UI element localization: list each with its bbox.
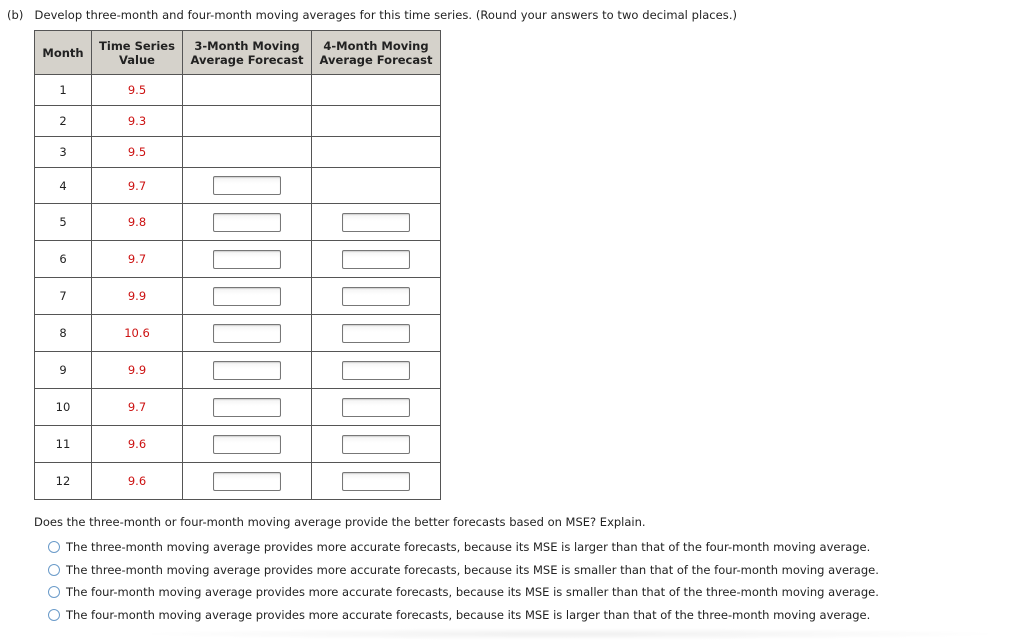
- table-row: [35, 389, 441, 426]
- four-month-forecast-cell: [312, 278, 441, 315]
- answer-option-label: The four-month moving average provides more accurate forecasts, because its MSE is smaller than that of the three-month moving average.: [66, 585, 879, 600]
- month-cell: 11: [35, 426, 92, 463]
- answer-option[interactable]: [48, 536, 879, 559]
- table-row: [35, 137, 441, 168]
- time-series-value-cell: 9.7: [92, 168, 183, 204]
- three-month-forecast-cell: [183, 241, 312, 278]
- time-series-value-cell: 9.8: [92, 204, 183, 241]
- time-series-value-cell: 9.5: [92, 137, 183, 168]
- moving-average-table: [34, 30, 441, 500]
- month-cell: 4: [35, 168, 92, 204]
- answer-option[interactable]: [48, 604, 879, 627]
- time-series-value-cell: 9.7: [92, 389, 183, 426]
- four-month-forecast-input[interactable]: [342, 398, 410, 417]
- table-row: [35, 352, 441, 389]
- table-row: [35, 463, 441, 500]
- four-month-forecast-input[interactable]: [342, 472, 410, 491]
- month-cell: 12: [35, 463, 92, 500]
- radio-button[interactable]: [48, 586, 60, 598]
- mse-question: Does the three-month or four-month moving average provide the better forecasts based on MSE? Explain.: [34, 515, 646, 529]
- month-cell: 6: [35, 241, 92, 278]
- header-3-month-forecast: 3-Month Moving Average Forecast: [183, 31, 312, 75]
- four-month-forecast-input[interactable]: [342, 361, 410, 380]
- month-cell: 10: [35, 389, 92, 426]
- answer-option-label: The three-month moving average provides more accurate forecasts, because its MSE is larger than that of the four-month moving average.: [66, 540, 871, 555]
- three-month-forecast-cell: [183, 168, 312, 204]
- bottom-shadow: [130, 628, 1010, 640]
- four-month-forecast-input[interactable]: [342, 435, 410, 454]
- three-month-forecast-cell: [183, 315, 312, 352]
- three-month-forecast-input[interactable]: [213, 287, 281, 306]
- time-series-value-cell: 9.5: [92, 75, 183, 106]
- month-cell: 9: [35, 352, 92, 389]
- four-month-forecast-cell: [312, 315, 441, 352]
- three-month-forecast-cell: [183, 463, 312, 500]
- header-4-month-forecast: 4-Month Moving Average Forecast: [312, 31, 441, 75]
- table-row: [35, 278, 441, 315]
- table-row: [35, 241, 441, 278]
- three-month-forecast-input[interactable]: [213, 435, 281, 454]
- time-series-value-cell: 9.6: [92, 463, 183, 500]
- radio-button[interactable]: [48, 541, 60, 553]
- month-cell: 7: [35, 278, 92, 315]
- table-row: [35, 75, 441, 106]
- question-prompt: (b) Develop three-month and four-month moving averages for this time series. (Round your answers to two decimal places.): [7, 8, 738, 22]
- month-cell: 1: [35, 75, 92, 106]
- month-cell: 2: [35, 106, 92, 137]
- four-month-forecast-cell: [312, 463, 441, 500]
- four-month-forecast-input[interactable]: [342, 324, 410, 343]
- month-cell: 5: [35, 204, 92, 241]
- three-month-forecast-input[interactable]: [213, 176, 281, 195]
- four-month-forecast-cell: [312, 137, 441, 168]
- table-header-row: [35, 31, 441, 75]
- three-month-forecast-cell: [183, 137, 312, 168]
- three-month-forecast-input[interactable]: [213, 250, 281, 269]
- table-row: [35, 426, 441, 463]
- answer-option[interactable]: [48, 559, 879, 582]
- three-month-forecast-cell: [183, 278, 312, 315]
- time-series-value-cell: 10.6: [92, 315, 183, 352]
- three-month-forecast-cell: [183, 106, 312, 137]
- header-time-series-value: Time Series Value: [92, 31, 183, 75]
- three-month-forecast-input[interactable]: [213, 361, 281, 380]
- header-month: Month: [35, 31, 92, 75]
- four-month-forecast-cell: [312, 106, 441, 137]
- three-month-forecast-input[interactable]: [213, 324, 281, 343]
- time-series-value-cell: 9.9: [92, 278, 183, 315]
- four-month-forecast-cell: [312, 426, 441, 463]
- table-row: [35, 204, 441, 241]
- time-series-value-cell: 9.6: [92, 426, 183, 463]
- four-month-forecast-cell: [312, 204, 441, 241]
- three-month-forecast-cell: [183, 389, 312, 426]
- three-month-forecast-cell: [183, 204, 312, 241]
- answer-option-label: The four-month moving average provides more accurate forecasts, because its MSE is larger than that of the three-month moving average.: [66, 607, 871, 622]
- four-month-forecast-input[interactable]: [342, 213, 410, 232]
- radio-button[interactable]: [48, 609, 60, 621]
- four-month-forecast-input[interactable]: [342, 250, 410, 269]
- month-cell: 8: [35, 315, 92, 352]
- answer-options: [48, 536, 879, 626]
- four-month-forecast-input[interactable]: [342, 287, 410, 306]
- answer-option-label: The three-month moving average provides more accurate forecasts, because its MSE is smaller than that of the four-month moving average.: [66, 562, 879, 577]
- time-series-value-cell: 9.7: [92, 241, 183, 278]
- radio-button[interactable]: [48, 564, 60, 576]
- time-series-value-cell: 9.9: [92, 352, 183, 389]
- three-month-forecast-cell: [183, 426, 312, 463]
- table-row: [35, 168, 441, 204]
- table-row: [35, 315, 441, 352]
- three-month-forecast-cell: [183, 352, 312, 389]
- four-month-forecast-cell: [312, 75, 441, 106]
- month-cell: 3: [35, 137, 92, 168]
- three-month-forecast-input[interactable]: [213, 472, 281, 491]
- four-month-forecast-cell: [312, 241, 441, 278]
- three-month-forecast-input[interactable]: [213, 398, 281, 417]
- three-month-forecast-input[interactable]: [213, 213, 281, 232]
- three-month-forecast-cell: [183, 75, 312, 106]
- four-month-forecast-cell: [312, 352, 441, 389]
- time-series-value-cell: 9.3: [92, 106, 183, 137]
- table-row: [35, 106, 441, 137]
- four-month-forecast-cell: [312, 168, 441, 204]
- answer-option[interactable]: [48, 581, 879, 604]
- four-month-forecast-cell: [312, 389, 441, 426]
